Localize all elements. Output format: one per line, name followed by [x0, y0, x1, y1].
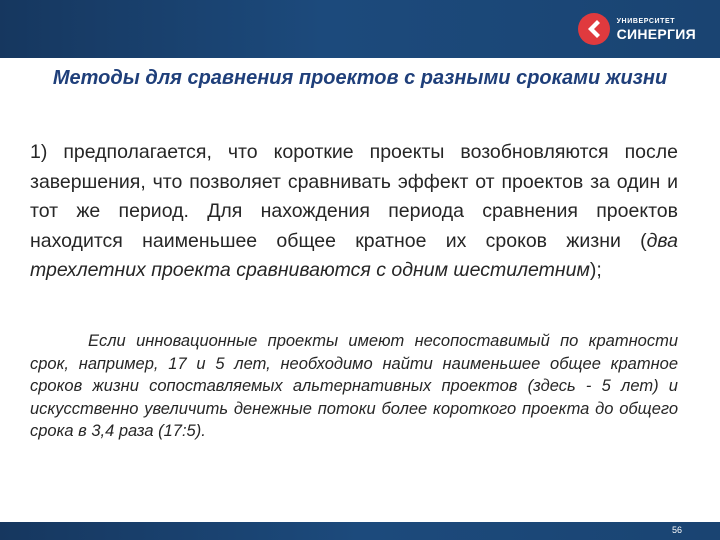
page-number: 56: [671, 525, 682, 535]
main-paragraph-italic: два трехлетних проекта сравниваются с одним шестилетним: [30, 229, 678, 281]
main-paragraph: [30, 138, 678, 286]
logo-name: СИНЕРГИЯ: [616, 25, 696, 42]
main-paragraph-end: );: [589, 259, 602, 281]
synergy-logo-icon: [577, 12, 611, 46]
logo-caption: УНИВЕРСИТЕТ: [616, 17, 676, 25]
note-paragraph: Если инновационные проекты имеют несопоставимый по кратности срок, например, 17 и 5 лет, необходимо найти наименьшее общее кратное сроков жизни сопоставляемых альтернативных проектов (здесь - 5 лет) и искусственно увеличить денежные потоки более короткого проекта до общего срока в 3,4 раза (17:5).: [30, 332, 678, 440]
footer-bar: [0, 522, 720, 540]
synergy-logo: [577, 12, 696, 46]
header-bar: [0, 0, 720, 58]
main-paragraph-text: 1) предполагается, что короткие проекты возобновляются после завершения, что позволяет сравнивать эффект от проектов за один и тот же период. Для нахождения периода сравнения проектов находится наименьшее общее кратное их сроков жизни (: [30, 141, 678, 252]
slide-title: Методы для сравнения проектов с разными сроками жизни: [52, 67, 668, 89]
